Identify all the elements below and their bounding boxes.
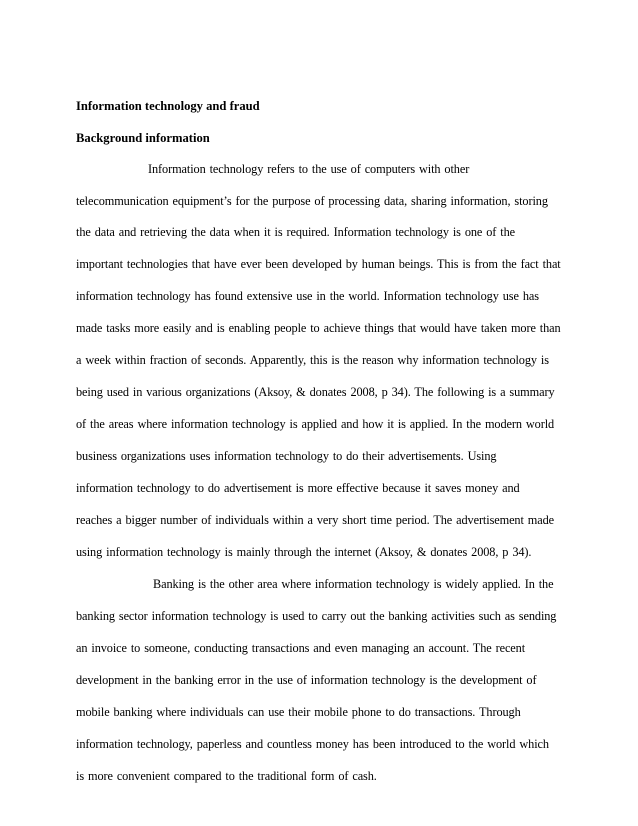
text-line: Information technology refers to the use of computers with other [148, 162, 470, 176]
text-line: made tasks more easily and is enabling people to achieve things that would have taken more than [76, 321, 561, 335]
text-line: information technology, paperless and countless money has been introduced to the world which [76, 737, 549, 751]
text-line: of the areas where information technology is applied and how it is applied. In the modern world [76, 417, 555, 431]
text-line: using information technology is mainly through the internet (Aksoy, & donates 2008, p 34). [76, 545, 532, 559]
text-line: reaches a bigger number of individuals within a very short time period. The advertisement made [76, 513, 555, 527]
text-line: important technologies that have ever been developed by human beings. This is from the fact that [76, 257, 561, 271]
text-line: mobile banking where individuals can use their mobile phone to do transactions. Through [76, 705, 521, 719]
text-line: the data and retrieving the data when it is required. Information technology is one of the [76, 225, 515, 239]
text-line: business organizations uses information technology to do their advertisements. Using [76, 449, 497, 463]
text-line: Banking is the other area where information technology is widely applied. In the [153, 577, 554, 591]
text-line: an invoice to someone, conducting transactions and even managing an account. The recent [76, 641, 526, 655]
text-line: banking sector information technology is used to carry out the banking activities such as sending [76, 609, 557, 623]
text-line: being used in various organizations (Aksoy, & donates 2008, p 34). The following is a summary [76, 385, 555, 399]
text-line: telecommunication equipment’s for the purpose of processing data, sharing information, storing [76, 194, 548, 208]
text-line: is more convenient compared to the traditional form of cash. [76, 769, 377, 783]
text-line: information technology has found extensive use in the world. Information technology use has [76, 289, 539, 303]
section-heading: Background information [76, 131, 210, 145]
text-line: development in the banking error in the use of information technology is the development of [76, 673, 537, 687]
text-line: a week within fraction of seconds. Apparently, this is the reason why information technology is [76, 353, 549, 367]
text-line: information technology to do advertisement is more effective because it saves money and [76, 481, 520, 495]
document-title: Information technology and fraud [76, 99, 260, 113]
